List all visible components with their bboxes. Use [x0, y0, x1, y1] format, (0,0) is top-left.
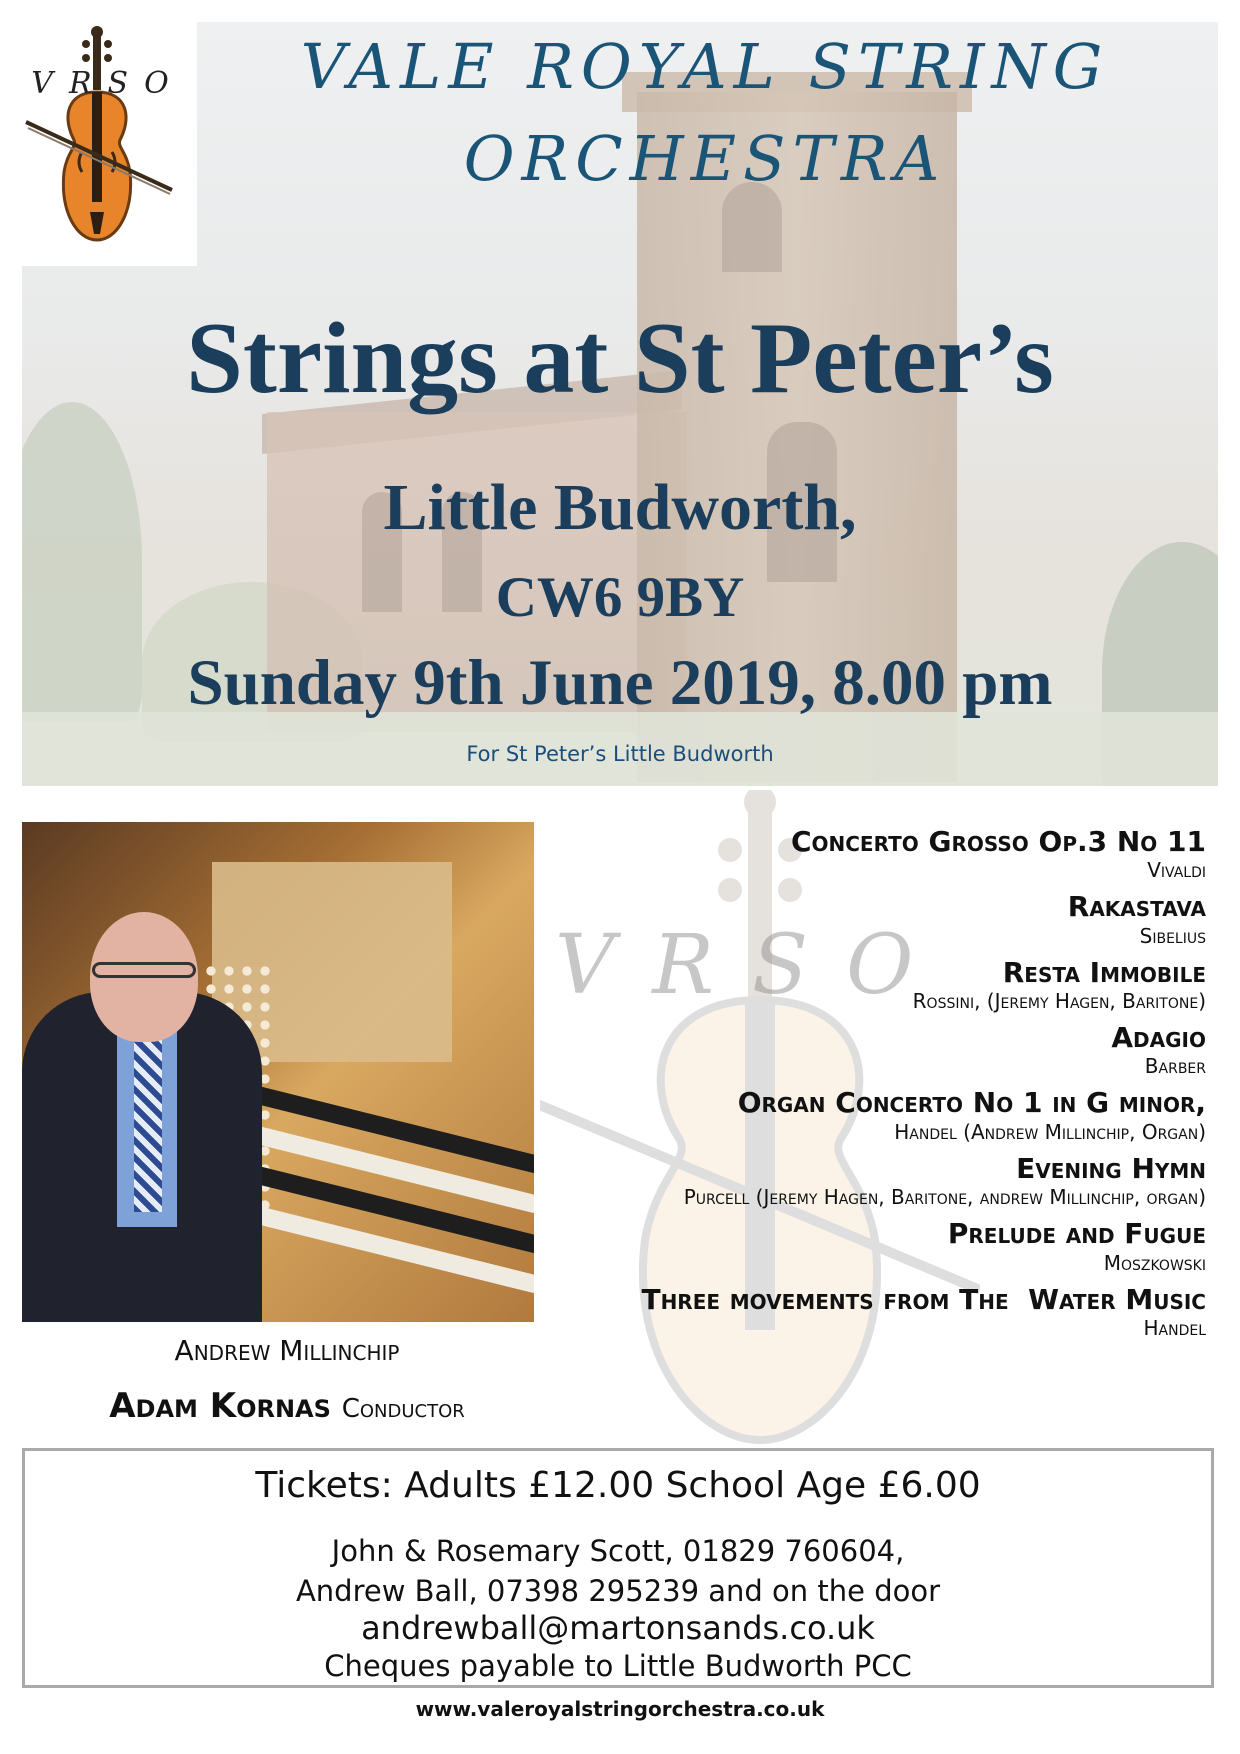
program-item [566, 826, 1206, 883]
piece-composer: Rossini, (Jeremy Hagen, Baritone) [912, 989, 1206, 1014]
piece-composer: Vivaldi [1147, 858, 1206, 883]
event-date-time: Sunday 9th June 2019, 8.00 pm [187, 647, 1053, 719]
piece-title: Evening Hymn [1016, 1151, 1206, 1185]
program-item [566, 891, 1206, 948]
piece-composer: Purcell (Jeremy Hagen, Baritone, andrew Millinchip, organ) [683, 1185, 1206, 1210]
glasses [92, 962, 196, 978]
piece-title: Prelude and Fugue [947, 1217, 1206, 1251]
ticket-contact-1: John & Rosemary Scott, 01829 760604, [331, 1534, 905, 1568]
orchestra-title-line1: VALE ROYAL STRING [300, 30, 1110, 103]
piece-title: Organ Concerto No 1 in G minor, [737, 1086, 1206, 1120]
location-line1: Little Budworth, [383, 471, 857, 544]
ticket-contact-2: Andrew Ball, 07398 295239 and on the door [295, 1574, 941, 1608]
piece-composer: Sibelius [1139, 923, 1206, 948]
program-item [566, 1153, 1206, 1210]
conductor-name: Adam Kornas [109, 1386, 331, 1426]
piece-composer: Barber [1144, 1054, 1206, 1079]
person-tie [134, 1022, 162, 1212]
piece-composer: Moszkowski [1103, 1250, 1206, 1275]
website-link[interactable]: www.valeroyalstringorchestra.co.uk [415, 1697, 825, 1721]
piece-title: Concerto Grosso Op.3 No 11 [790, 825, 1206, 858]
tower-window [722, 182, 782, 272]
program-item [566, 1284, 1206, 1341]
beneficiary-line: For St Peter’s Little Budworth [466, 742, 774, 766]
event-headline: Strings at St Peter’s [186, 302, 1054, 415]
program-item [566, 1022, 1206, 1079]
location-postcode: CW6 9BY [495, 566, 745, 629]
violin-logo-icon [22, 22, 197, 266]
piece-composer: Handel (Andrew Millinchip, Organ) [894, 1119, 1206, 1144]
piece-title: Three movements from The Water Music [641, 1282, 1206, 1316]
ticket-contacts [25, 1531, 1211, 1611]
piece-composer: Handel [1143, 1315, 1206, 1340]
concert-program [566, 826, 1206, 1349]
conductor-line [22, 1386, 552, 1426]
cheques-line: Cheques payable to Little Budworth PCC [324, 1649, 912, 1683]
organist-photo [22, 822, 534, 1322]
piece-title: Resta Immobile [1002, 955, 1206, 989]
logo-text: VRSO [31, 66, 185, 101]
piece-title: Rakastava [1067, 890, 1206, 924]
program-item [566, 1087, 1206, 1144]
ticket-email[interactable]: andrewball@martonsands.co.uk [361, 1609, 875, 1647]
conductor-role: Conductor [341, 1394, 465, 1424]
photo-caption: Andrew Millinchip [174, 1334, 400, 1367]
vrso-logo [22, 22, 197, 266]
watermark-logo-text: VRSO [555, 918, 952, 1013]
program-item [566, 957, 1206, 1014]
tickets-box [22, 1448, 1214, 1688]
piece-title: Adagio [1111, 1021, 1206, 1055]
organ-keyboard [254, 1206, 534, 1296]
ticket-prices: Tickets: Adults £12.00 School Age £6.00 [255, 1465, 981, 1506]
orchestra-title-line2: ORCHESTRA [463, 122, 947, 195]
program-item [566, 1218, 1206, 1275]
